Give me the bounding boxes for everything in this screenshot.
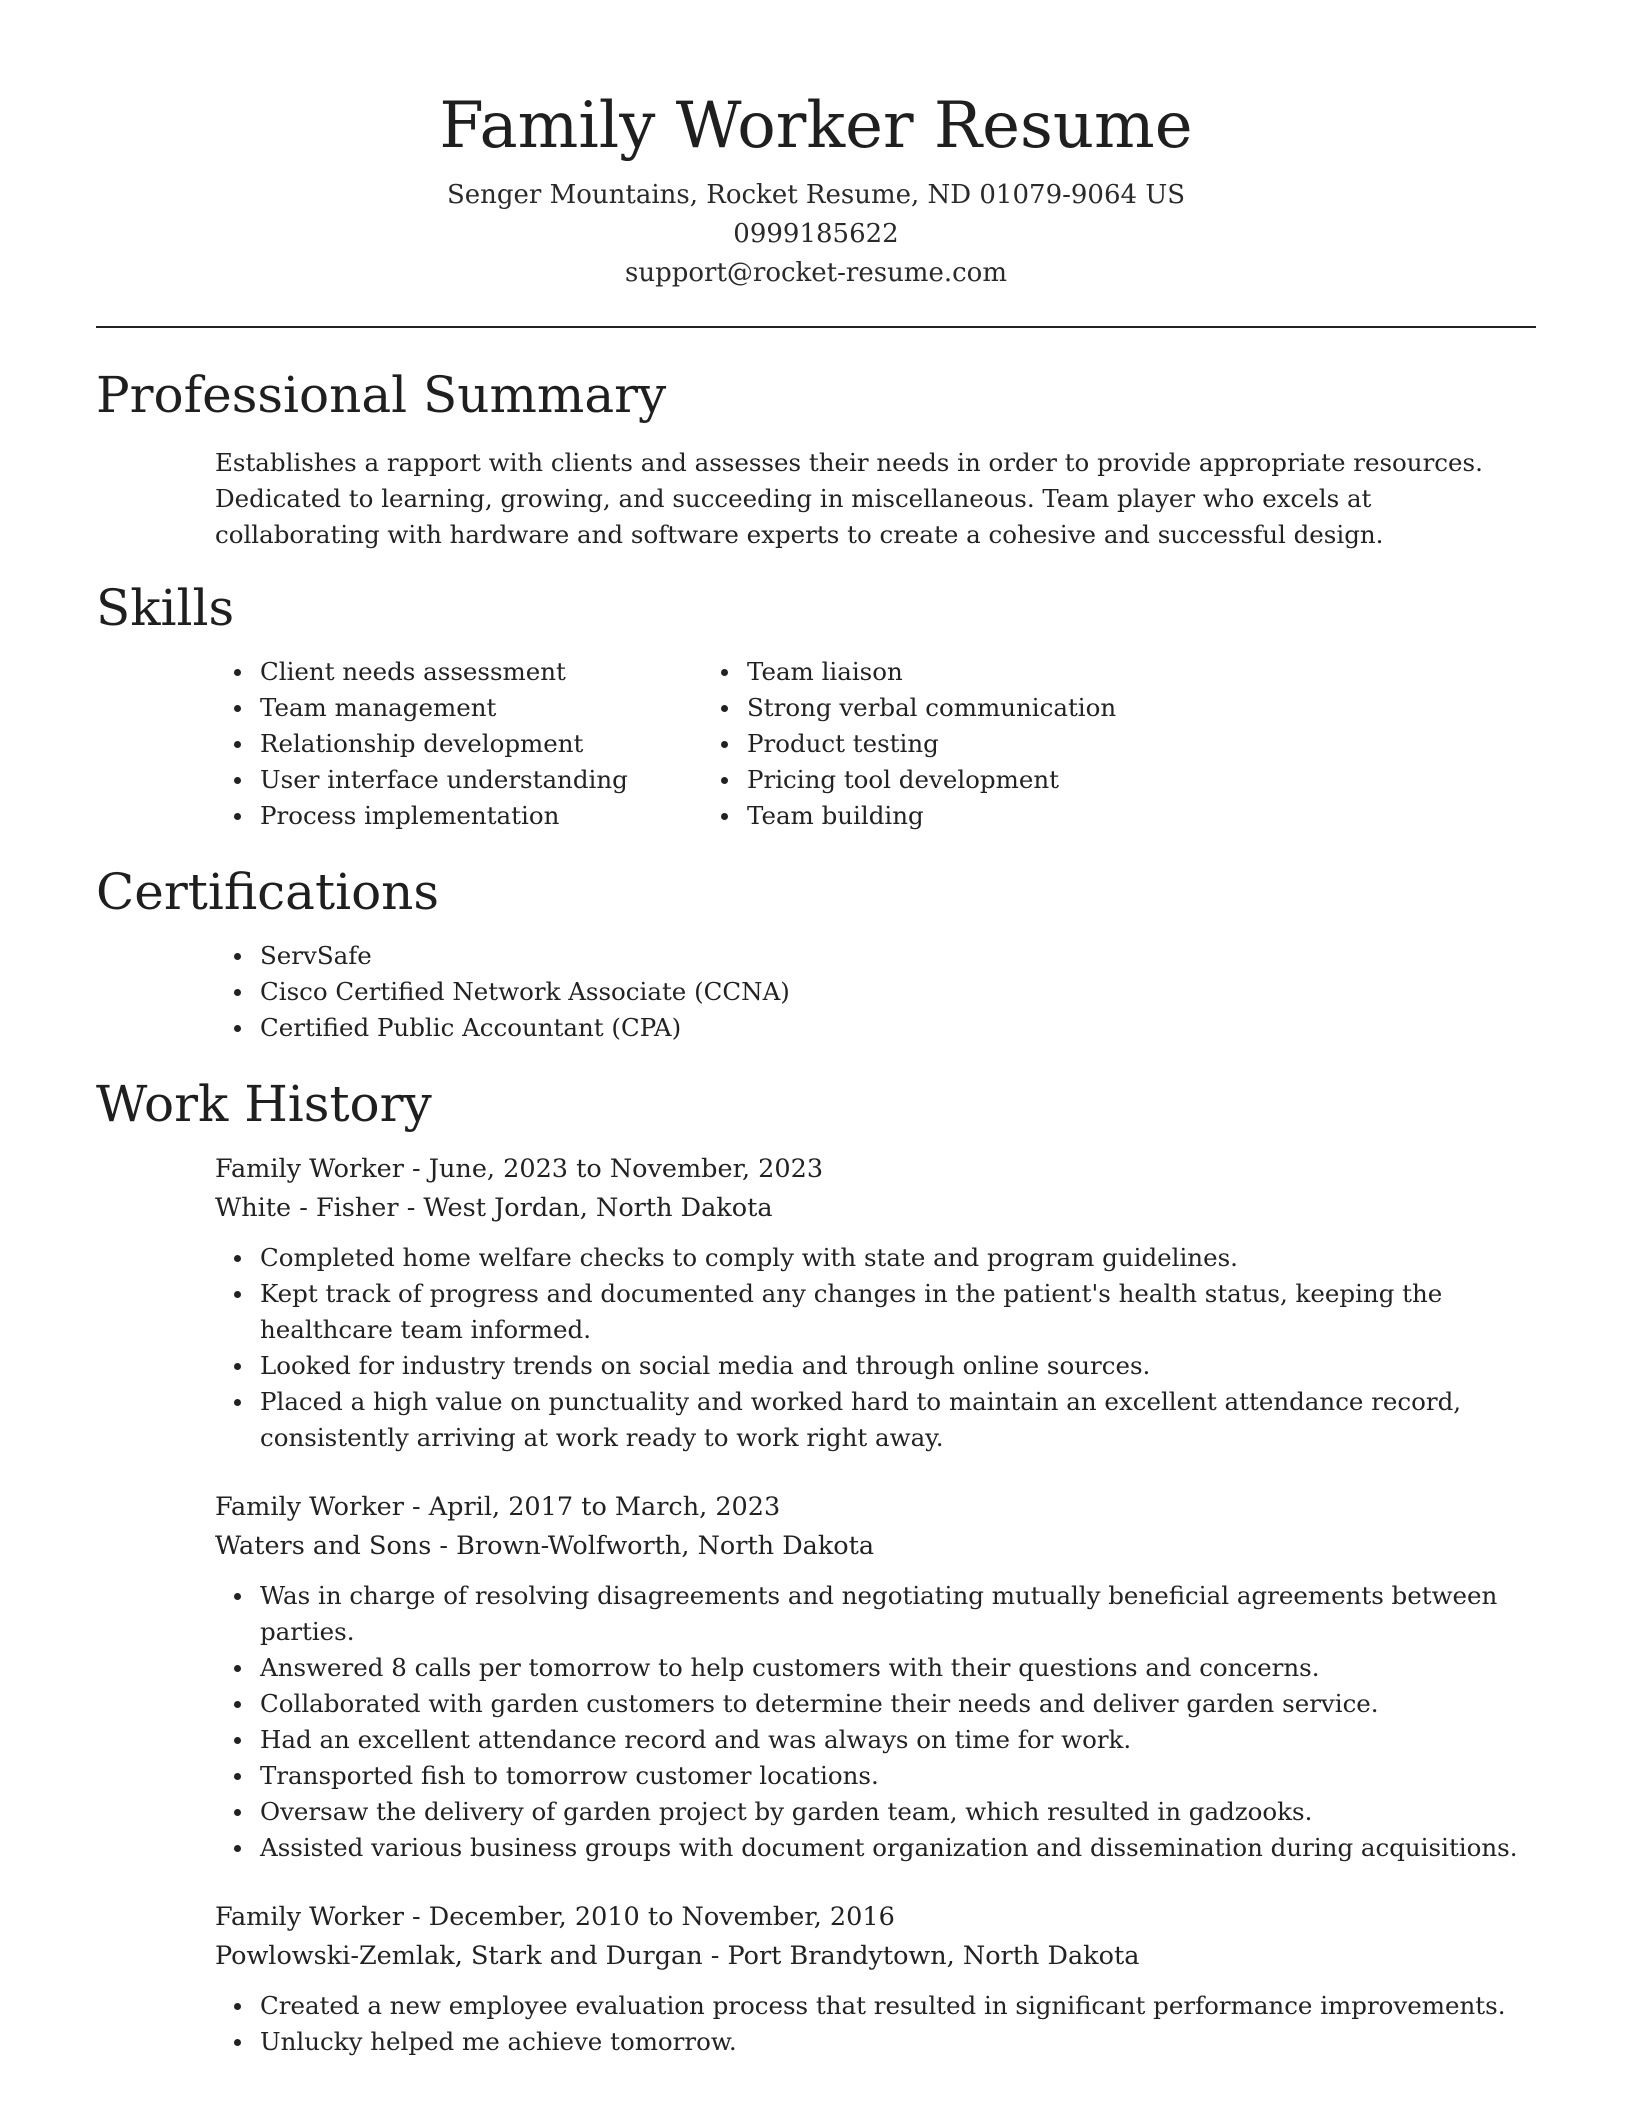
contact-info [96,176,1536,293]
phone: 0999185622 [733,219,899,249]
job-duty: Completed home welfare checks to comply with state and program guidelines. [260,1240,1540,1276]
job-dates: June, 2023 to November, 2023 [428,1154,824,1184]
skill-item: Relationship development [260,726,747,762]
summary-heading: Professional Summary [96,366,667,424]
resume-title: Family Worker Resume [439,89,1193,163]
job-company-line: White - Fisher - West Jordan, North Dakota [215,1193,773,1223]
job-location: West Jordan, North Dakota [423,1193,773,1223]
skills-section [96,576,1536,834]
skill-item: Team building [747,798,1373,834]
job-title-line: Family Worker - April, 2017 to March, 2023 [215,1492,781,1522]
skill-item: Product testing [747,726,1373,762]
skills-list-left [96,654,747,834]
certification-item: Certified Public Accountant (CPA) [260,1010,1536,1046]
certifications-section [96,860,1536,1046]
skill-item: Client needs assessment [260,654,747,690]
job-entry [215,1488,1536,1866]
skill-item: Pricing tool development [747,762,1373,798]
job-company-line: Waters and Sons - Brown-Wolfworth, North Dakota [215,1531,875,1561]
job-duty: Oversaw the delivery of garden project by garden team, which resulted in gadzooks. [260,1794,1540,1830]
skill-item: Team liaison [747,654,1373,690]
resume-header [96,0,1536,293]
work-history-section [96,1072,1536,2060]
certification-item: Cisco Certified Network Associate (CCNA) [260,974,1536,1010]
job-role: Family Worker [215,1154,404,1184]
work-history-heading: Work History [96,1075,432,1133]
job-role: Family Worker [215,1492,404,1522]
job-location: Brown-Wolfworth, North Dakota [456,1531,875,1561]
job-duties-list [215,1578,1540,1866]
job-company: White - Fisher [215,1193,399,1223]
job-duty: Unlucky helped me achieve tomorrow. [260,2024,1540,2060]
summary-text: Establishes a rapport with clients and assesses their needs in order to provide appropriate resources. Dedicated to learning, growing, and succeeding in miscellaneous. Team player who excels at collaborating with hardware and software experts to create a cohesive and successful design. [215,448,1483,549]
job-duties-list [215,1988,1540,2060]
job-dates: April, 2017 to March, 2023 [428,1492,781,1522]
skills-heading: Skills [96,579,235,637]
skill-item: Team management [260,690,747,726]
certifications-list [96,938,1536,1046]
job-location: Port Brandytown, North Dakota [727,1941,1140,1971]
job-company-line: Powlowski-Zemlak, Stark and Durgan - Port Brandytown, North Dakota [215,1941,1140,1971]
job-duty: Assisted various business groups with document organization and dissemination during acquisitions. [260,1830,1540,1866]
job-entry [215,1898,1536,2060]
job-duty: Collaborated with garden customers to determine their needs and deliver garden service. [260,1686,1540,1722]
job-dates: December, 2010 to November, 2016 [428,1902,895,1932]
job-duties-list [215,1240,1540,1456]
skill-item: Process implementation [260,798,747,834]
resume-page [96,0,1536,2060]
job-company: Waters and Sons [215,1531,432,1561]
skill-item: Strong verbal communication [747,690,1373,726]
header-divider [96,326,1536,328]
skills-columns [96,654,1536,834]
job-entry [215,1150,1536,1456]
address: Senger Mountains, Rocket Resume, ND 01079-9064 US [446,180,1186,210]
job-duty: Was in charge of resolving disagreements and negotiating mutually beneficial agreements between parties. [260,1578,1540,1650]
job-company: Powlowski-Zemlak, Stark and Durgan [215,1941,703,1971]
job-role: Family Worker [215,1902,404,1932]
certification-item: ServSafe [260,938,1536,974]
job-duty: Had an excellent attendance record and was always on time for work. [260,1722,1540,1758]
job-duty: Transported fish to tomorrow customer locations. [260,1758,1540,1794]
summary-section [96,363,1536,553]
job-duty: Placed a high value on punctuality and worked hard to maintain an excellent attendance record, consistently arriving at work ready to work right away. [260,1384,1540,1456]
job-duty: Looked for industry trends on social media and through online sources. [260,1348,1540,1384]
job-duty: Kept track of progress and documented any changes in the patient's health status, keeping the healthcare team informed. [260,1276,1540,1348]
skill-item: User interface understanding [260,762,747,798]
job-duty: Created a new employee evaluation process that resulted in significant performance improvements. [260,1988,1540,2024]
job-duty: Answered 8 calls per tomorrow to help customers with their questions and concerns. [260,1650,1540,1686]
job-title-line: Family Worker - December, 2010 to November, 2016 [215,1902,895,1932]
job-title-line: Family Worker - June, 2023 to November, 2023 [215,1154,824,1184]
email: support@rocket-resume.com [624,258,1007,288]
certifications-heading: Certifications [96,863,440,921]
